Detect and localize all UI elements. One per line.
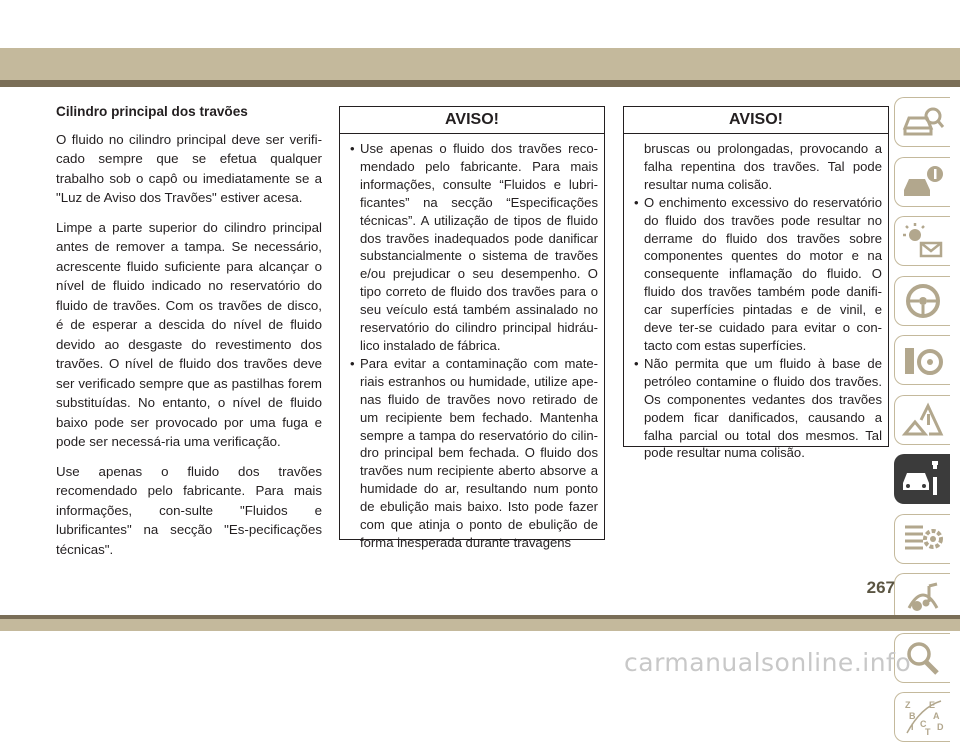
- paragraph: Use apenas o fluido dos travões recomendado pelo fabricante. Para mais informações, con-sulte "Fluidos e lubrificantes" na secção "Es-pecificações técnicas".: [56, 463, 322, 557]
- warning-bullet: • Use apenas o fluido dos travões reco-mendado pelo fabricante. Para mais informações, consulte “Fluidos e lubri-ficantes” na secção “Especificações técnicas”. A utilização de tipos de fluido dos travões inadequados pode danificar substancialmente o sistema de travões e/ou prejudicar o seu desempenho. O tipo correto de fluido dos travões para o seu veículo está também assinalado no reservatório do cilindro principal hidráu-lico instalado de fábrica.: [350, 140, 598, 355]
- bottom-band: [0, 619, 960, 631]
- warning-bullet: • O enchimento excessivo do reservatório do fluido dos travões pode resultar no derrame do fluido dos travões sobre componentes quentes do motor e na consequente inflamação do fluido. O fluido dos travões também pode danifi-car superfícies pintadas e de vinil, e deve ter-se cuidado para evitar o con-tacto com estas superfícies.: [634, 194, 882, 355]
- watermark: carmanualsonline.info: [624, 648, 912, 677]
- tab-driving[interactable]: [894, 276, 950, 326]
- multimedia-icon: [901, 578, 945, 618]
- warning-bullet: • Não permita que um fluido à base de petróleo contamine o fluido dos travões. Os componentes vedantes dos travões podem ficar danificados, causando a falha parcial ou total dos mesmos. Tal pode resultar numa colisão.: [634, 355, 882, 462]
- tab-letter: C: [919, 719, 926, 729]
- tab-maintenance[interactable]: [894, 454, 950, 504]
- page-number: 267: [866, 578, 895, 597]
- roadside-warning-icon: [901, 400, 945, 440]
- languages-alphabet-icon: [901, 697, 945, 737]
- warning-body: [624, 134, 888, 462]
- tab-warning-lights[interactable]: [894, 216, 950, 266]
- warning-box-1: [339, 106, 605, 550]
- warning-bullet: • Para evitar a contaminação com mate-riais estranhos ou humidade, utilize ape-nas fluido de travões novo retirado de um recipiente bem fechado. Mantenha sempre a tampa do reservatório do cilin-dro principal bem fechada. O fluido dos travões num recipiente aberto absorve a humidade do ar, resultando num ponto de ebulição mais baixo. Isto pode fazer com que atinja o ponto de ebulição de forma inesperada durante travagens: [350, 355, 598, 552]
- top-band: [0, 48, 960, 80]
- driving-steering-icon: [901, 281, 945, 321]
- tab-letter: D: [936, 722, 943, 732]
- tab-car-info[interactable]: [894, 157, 950, 207]
- section-heading: Cilindro principal dos travões: [56, 104, 248, 119]
- warning-body: [340, 134, 604, 552]
- tab-fuel-starting[interactable]: [894, 335, 950, 385]
- tab-letter: I: [910, 722, 914, 732]
- tab-roadside[interactable]: [894, 395, 950, 445]
- tab-specifications[interactable]: [894, 514, 950, 564]
- tab-letter: B: [908, 711, 915, 721]
- fuel-steering-icon: [901, 340, 945, 380]
- warning-title: AVISO!: [624, 107, 888, 134]
- top-line: [0, 80, 960, 87]
- warning-continuation: bruscas ou prolongadas, provocando a falha repentina dos travões. Tal pode resultar numa colisão.: [644, 141, 882, 192]
- tab-letter: Z: [904, 700, 910, 710]
- tab-letter: E: [928, 700, 935, 710]
- car-inspection-icon: [901, 102, 945, 142]
- warning-box-2: [623, 106, 889, 461]
- car-info-icon: [901, 162, 945, 202]
- paragraph: Limpe a parte superior do cilindro principal antes de remover a tampa. Se necessário, acrescente fluido suficiente para alcançar o nível de fluido indicado no reservatório do fluido de travões. Com os travões de disco, é de esperar a descida do nível de fluido devido ao desgaste do revestimento dos travões. O nível de fluido dos travões deve ser verificado sempre que as pastilhas forem substituídas. No entanto, o nível de fluido baixo pode ser provocado por uma fuga e pode ser necessá-ria uma verificação.: [56, 219, 322, 449]
- paragraph: O fluido no cilindro principal deve ser verifi-cado sempre que se efetua qualquer trabalho sob o capô ou imediatamente se a "Luz de Aviso dos Travões" estiver acesa.: [56, 131, 322, 205]
- warning-lights-message-icon: [901, 221, 945, 261]
- tab-car-inspection[interactable]: [894, 97, 950, 147]
- specifications-gear-icon: [901, 519, 945, 559]
- car-wrench-icon: [901, 459, 945, 499]
- tab-letter: T: [924, 727, 930, 737]
- warning-title: AVISO!: [340, 107, 604, 134]
- tab-letter: A: [932, 711, 939, 721]
- tab-languages[interactable]: [894, 692, 950, 742]
- main-section: [56, 102, 322, 569]
